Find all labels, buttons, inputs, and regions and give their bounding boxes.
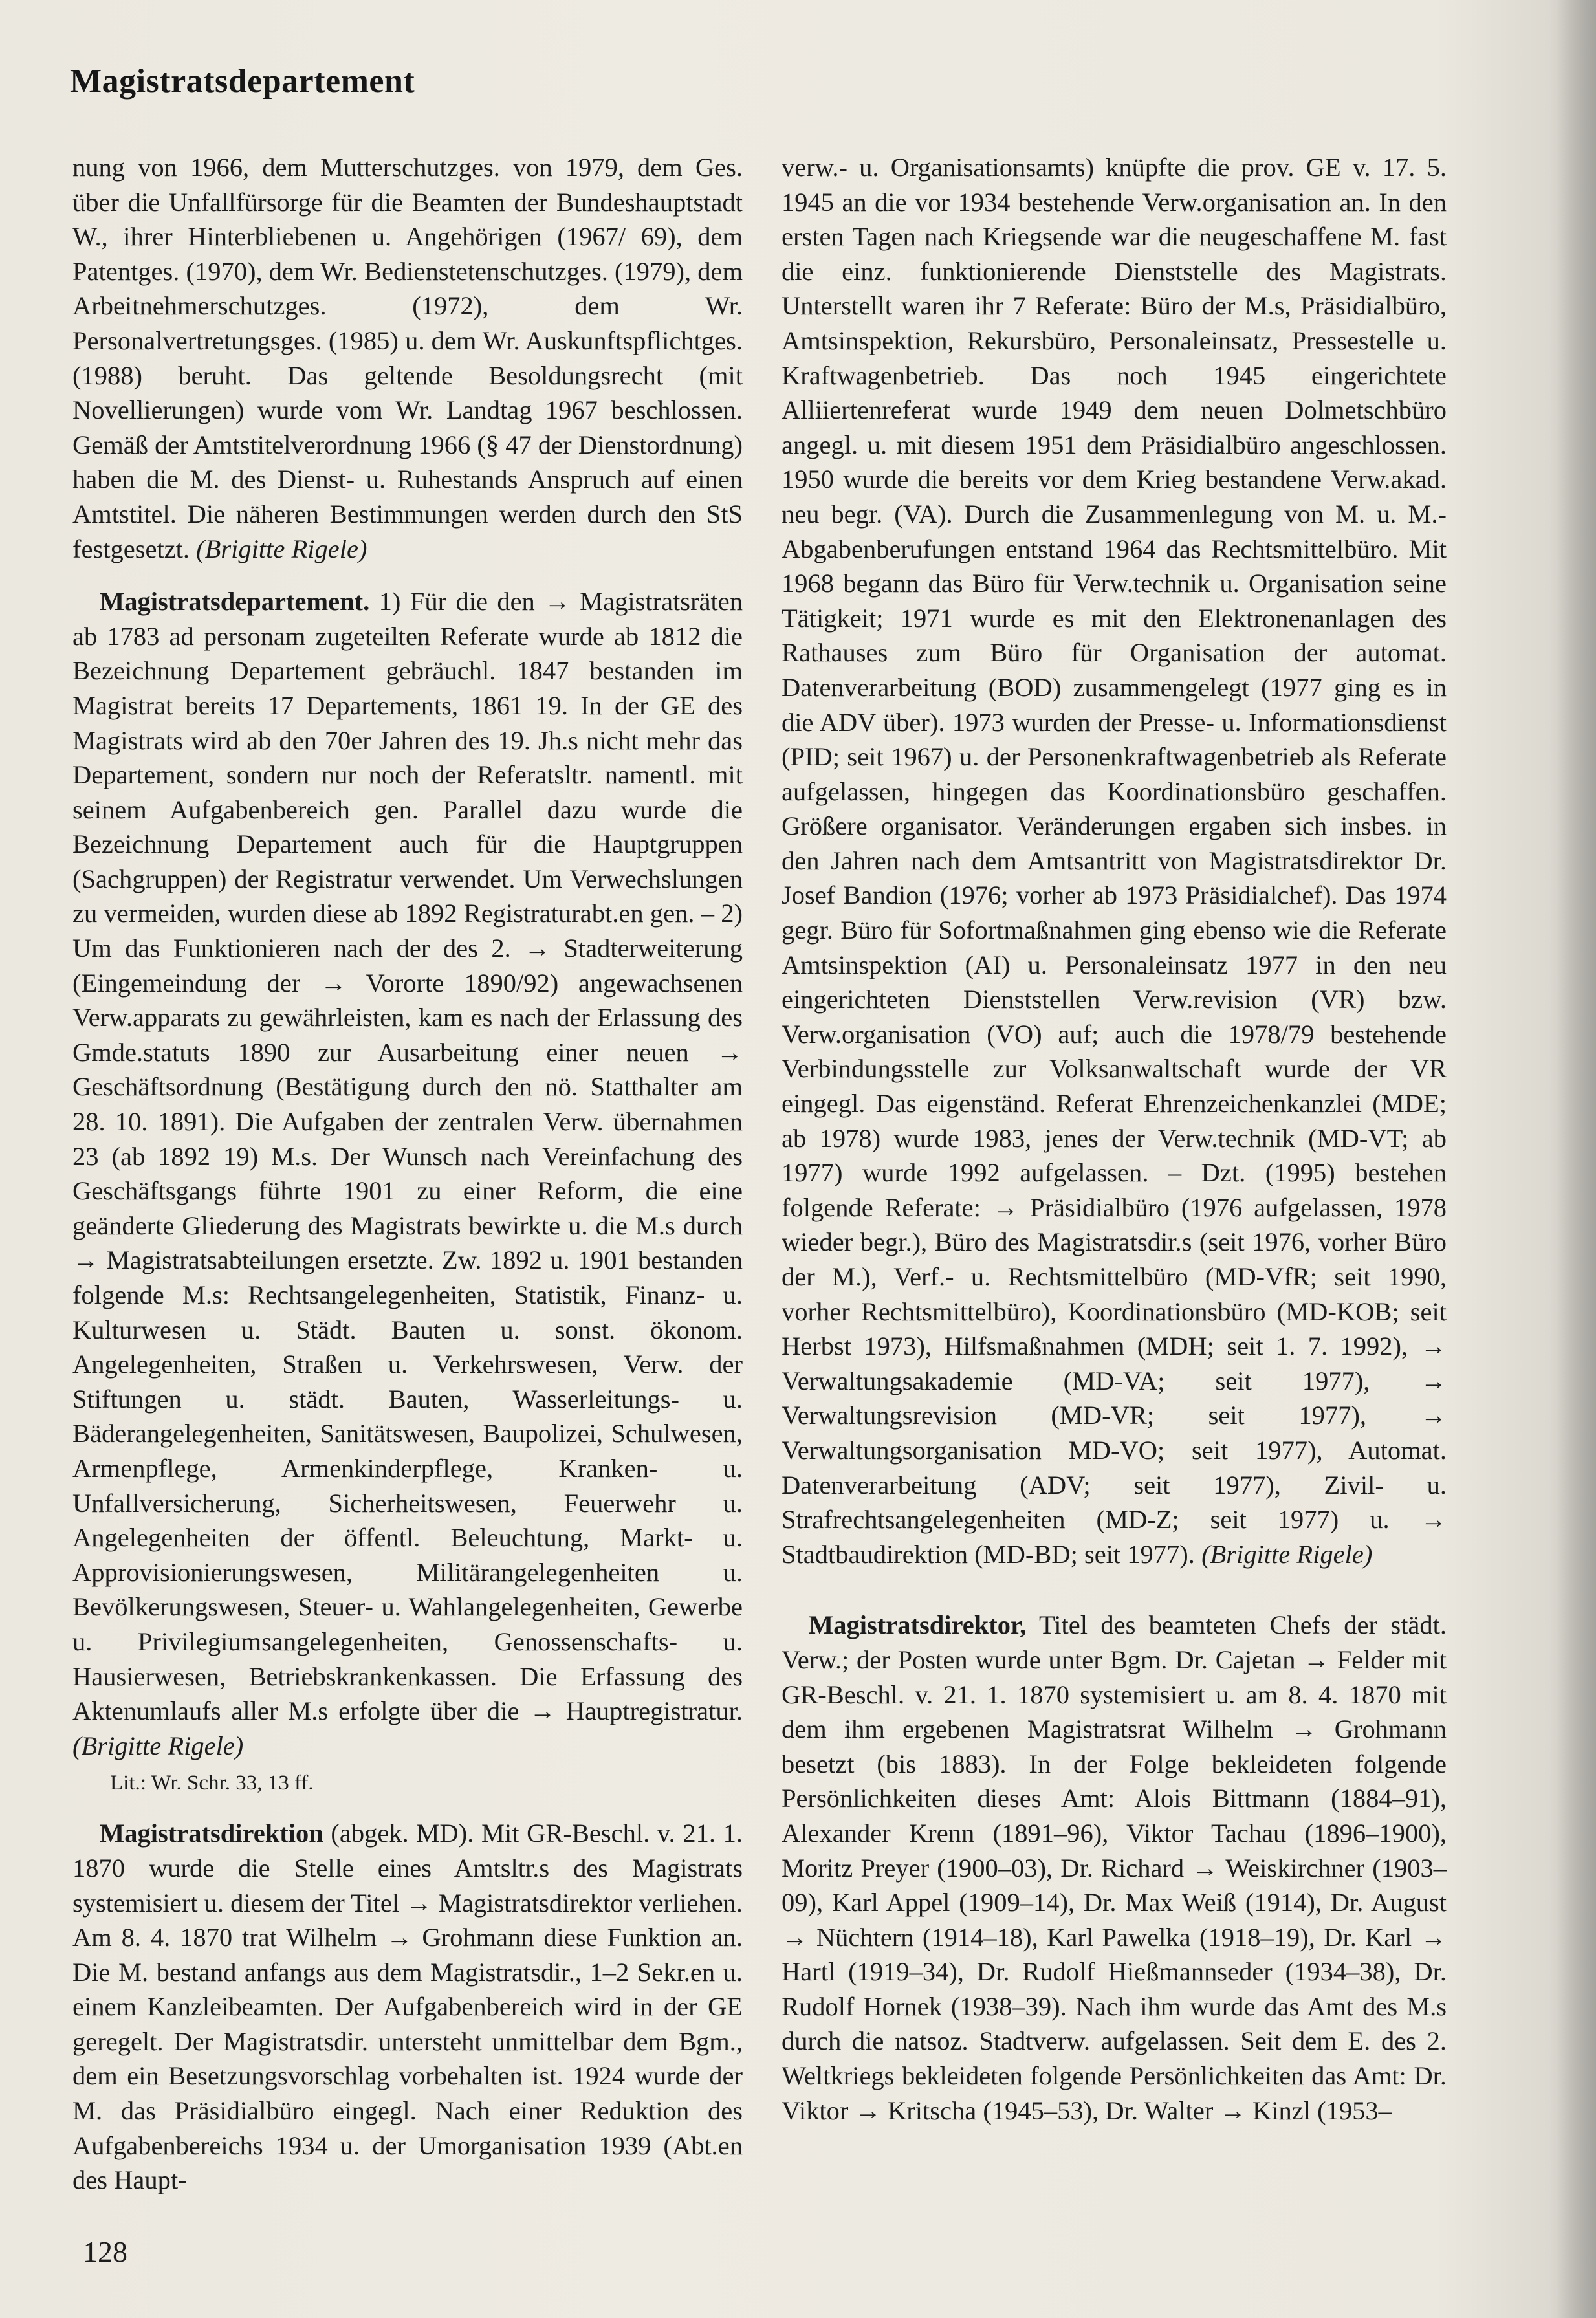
right-column (782, 150, 1447, 2128)
page-number: 128 (83, 2235, 127, 2268)
author-signature: (Brigitte Rigele) (196, 534, 367, 563)
entry-text: (abgek. MD). Mit GR-Beschl. v. 21. 1. 1870 wurde die Stelle eines Amtsltr.s des Magistrats systemisiert u. diesem der Titel → Magistratsdirektor verliehen. Am 8. 4. 1870 trat Wilhelm → Grohmann diese Funktion an. Die M. bestand anfangs aus dem Magistratsdir., 1–2 Sekr.en u. einem Kanzleibeamten. Der Aufgabenbereich wird in der GE geregelt. Der Magistratsdir. untersteht unmittelbar dem Bgm., dem ein Besetzungsvorschlag vorbehalten ist. 1924 wurde der M. das Präsidialbüro eingegl. Nach einer Reduktion des Aufgabenbereichs 1934 u. der Umorganisation 1939 (Abt.en des Haupt- (72, 1819, 743, 2195)
headword: Magistratsdepartement. (100, 587, 370, 617)
entry-continuation-text: nung von 1966, dem Mutterschutzges. von 1979, dem Ges. über die Unfallfürsorge für die Beamten der Bundeshauptstadt W., ihrer Hinterbliebenen u. Angehörigen (1967/ 69), dem Patentges. (1970), dem Wr. Bedienstetenschutzges. (1979), dem Arbeitnehmerschutzges. (1972), dem Wr. Personalvertretungsges. (1985) u. dem Wr. Auskunftspflichtges. (1988) beruht. Das geltende Besoldungsrecht (mit Novellierungen) wurde vom Wr. Landtag 1967 beschlossen. Gemäß der Amtstitelverordnung 1966 (§ 47 der Dienstordnung) haben die M. des Dienst- u. Ruhestands Anspruch auf einen Amtstitel. Die näheren Bestimmungen werden durch den StS festgesetzt. (72, 153, 743, 563)
headword: Magistratsdirektion (100, 1819, 323, 1848)
author-signature: (Brigitte Rigele) (1201, 1539, 1373, 1569)
entry-continuation (782, 150, 1447, 1571)
entry-magistratsdirektion (72, 1816, 743, 2198)
entry-text: Titel des beamteten Chefs der städt. Verw.; der Posten wurde unter Bgm. Dr. Cajetan → Felder mit GR-Beschl. v. 21. 1. 1870 systemisiert u. am 8. 4. 1870 mit dem ihm ergebenen Magistratsrat Wilhelm → Grohmann besetzt (bis 1883). In der Folge bekleideten folgende Persönlichkeiten dieses Amt: Alois Bittmann (1884–91), Alexander Krenn (1891–96), Viktor Tachau (1896–1900), Moritz Preyer (1900–03), Dr. Richard → Weiskirchner (1903–09), Karl Appel (1909–14), Dr. Max Weiß (1914), Dr. August → Nüchtern (1914–18), Karl Pawelka (1918–19), Dr. Karl → Hartl (1919–34), Dr. Rudolf Hießmannseder (1934–38), Dr. Rudolf Hornek (1938–39). Nach ihm wurde das Amt des M.s durch die natsoz. Stadtverw. aufgelassen. Seit dem E. des 2. Weltkriegs bekleideten folgende Persönlichkeiten das Amt: Dr. Viktor → Kritscha (1945–53), Dr. Walter → Kinzl (1953– (782, 1610, 1447, 2125)
entry-magistratsdepartement (72, 584, 743, 1763)
entry-continuation-text: verw.- u. Organisationsamts) knüpfte die prov. GE v. 17. 5. 1945 an die vor 1934 bestehende Verw.organisation an. In den ersten Tagen nach Kriegsende war die neugeschaffene M. fast die einz. funktionierende Dienststelle des Magistrats. Unterstellt waren ihr 7 Referate: Büro der M.s, Präsidialbüro, Amtsinspektion, Rekursbüro, Personaleinsatz, Pressestelle u. Kraftwagenbetrieb. Das noch 1945 eingerichtete Alliiertenreferat wurde 1949 dem neuen Dolmetschbüro angegl. u. mit diesem 1951 dem Präsidialbüro angeschlossen. 1950 wurde die bereits vor dem Krieg bestandene Verw.akad. neu begr. (VA). Durch die Zusammenlegung von M. u. M.-Abgabenberufungen entstand 1964 das Rechtsmittelbüro. Mit 1968 begann das Büro für Verw.technik u. Organisation seine Tätigkeit; 1971 wurde es mit den Elektronenanlagen des Rathauses zum Büro für Organisation der automat. Datenverarbeitung (BOD) zusammengelegt (1977 ging es in die ADV über). 1973 wurden der Presse- u. Informationsdienst (PID; seit 1967) u. der Personenkraftwagenbetrieb als Referate aufgelassen, hingegen das Koordinationsbüro geschaffen. Größere organisator. Veränderungen ergaben sich insbes. in den Jahren nach dem Amtsantritt von Magistratsdirektor Dr. Josef Bandion (1976; vorher ab 1973 Präsidialchef). Das 1974 gegr. Büro für Sofortmaßnahmen ging ebenso wie die Referate Amtsinspektion (AI) u. Personaleinsatz 1977 in den neu eingerichteten Dienststellen Verw.revision (VR) bzw. Verw.organisation (VO) auf; auch die 1978/79 bestehende Verbindungsstelle zur Volksanwaltschaft wurde der VR eingegl. Das eigenständ. Referat Ehrenzeichenkanzlei (MDE; ab 1978) wurde 1983, jenes der Verw.technik (MD-VT; ab 1977) wurde 1992 aufgelassen. – Dzt. (1995) bestehen folgende Referate: → Präsidialbüro (1976 aufgelassen, 1978 wieder begr.), Büro des Magistratsdir.s (seit 1976, vorher Büro der M.), Verf.- u. Rechtsmittelbüro (MD-VfR; seit 1990, vorher Rechtsmittelbüro), Koordinationsbüro (MD-KOB; seit Herbst 1973), Hilfsmaßnahmen (MDH; seit 1. 7. 1992), → Verwaltungsakademie (MD-VA; seit 1977), → Verwaltungsrevision (MD-VR; seit 1977), → Verwaltungsorganisation MD-VO; seit 1977), Automat. Datenverarbeitung (ADV; seit 1977), Zivil- u. Strafrechtsangelegenheiten (MD-Z; seit 1977) u. → Stadtbaudirektion (MD-BD; seit 1977). (782, 153, 1447, 1569)
headword: Magistratsdirektor, (809, 1610, 1027, 1640)
running-head: Magistratsdepartement (70, 63, 415, 100)
page-edge-shadow (1557, 0, 1596, 2318)
entry-continuation (72, 150, 743, 566)
left-column (72, 150, 743, 2198)
entry-text: 1) Für die den → Magistratsräten ab 1783 ad personam zugeteilten Referate wurde ab 1812 die Bezeichnung Departement gebräuchl. 1847 bestanden im Magistrat bereits 17 Departements, 1861 19. In der GE des Magistrats wird ab den 70er Jahren des 19. Jh.s nicht mehr das Departement, sondern nur noch der Referatsltr. namentl. mit seinem Aufgabenbereich gen. Parallel dazu wurde die Bezeichnung Departement auch für die Hauptgruppen (Sachgruppen) der Registratur verwendet. Um Verwechslungen zu vermeiden, wurden diese ab 1892 Registraturabt.en gen. – 2) Um das Funktionieren nach der des 2. → Stadterweiterung (Eingemeindung der → Vororte 1890/92) angewachsenen Verw.apparats zu gewährleisten, kam es nach der Erlassung des Gmde.statuts 1890 zur Ausarbeitung einer neuen → Geschäftsordnung (Bestätigung durch den nö. Statthalter am 28. 10. 1891). Die Aufgaben der zentralen Verw. übernahmen 23 (ab 1892 19) M.s. Der Wunsch nach Vereinfachung des Geschäftsgangs führte 1901 zu einer Reform, die eine geänderte Gliederung des Magistrats bewirkte u. die M.s durch → Magistratsabteilungen ersetzte. Zw. 1892 u. 1901 bestanden folgende M.s: Rechtsangelegenheiten, Statistik, Finanz- u. Kulturwesen u. Städt. Bauten u. sonst. ökonom. Angelegenheiten, Straßen u. Verkehrswesen, Verw. der Stiftungen u. städt. Bauten, Wasserleitungs- u. Bäderangelegenheiten, Sanitätswesen, Baupolizei, Schulwesen, Armenpflege, Armenkinderpflege, Kranken- u. Unfallversicherung, Sicherheitswesen, Feuerwehr u. Angelegenheiten der öffentl. Beleuchtung, Markt- u. Approvisionierungswesen, Militärangelegenheiten u. Bevölkerungswesen, Steuer- u. Wahlangelegenheiten, Gewerbe u. Privilegiumsangelegenheiten, Genossenschafts- u. Hausierwesen, Betriebskrankenkassen. Die Erfassung des Aktenumlaufs aller M.s erfolgte über die → Hauptregistratur. (72, 587, 743, 1726)
entry-magistratsdirektor (782, 1608, 1447, 2128)
literature-reference: Lit.: Wr. Schr. 33, 13 ff. (110, 1771, 314, 1795)
author-signature: (Brigitte Rigele) (72, 1731, 244, 1760)
